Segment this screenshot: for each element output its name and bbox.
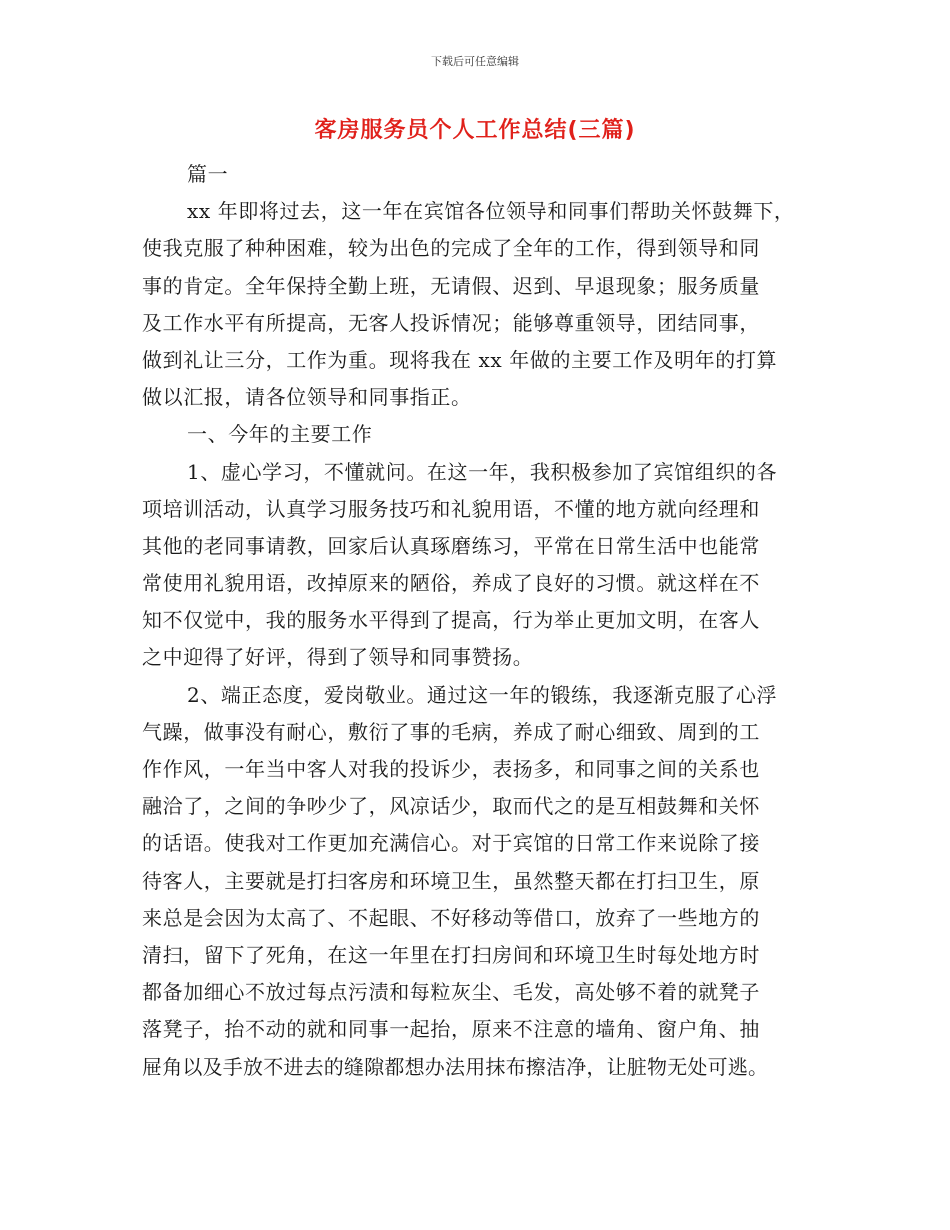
document-body bbox=[142, 156, 812, 1086]
text-line: 之中迎得了好评，得到了领导和同事赞扬。 bbox=[142, 645, 534, 670]
text-line: 气躁，做事没有耐心，敷衍了事的毛病，养成了耐心细致、周到的工 bbox=[142, 719, 760, 744]
text-line: 其他的老同事请教，回家后认真琢磨练习，平常在日常生活中也能常 bbox=[142, 533, 760, 558]
text-line: 待客人，主要就是打扫客房和环境卫生，虽然整天都在打扫卫生，原 bbox=[142, 868, 760, 893]
text-line: 落凳子，抬不动的就和同事一起抬，原来不注意的墙角、窗户角、抽 bbox=[142, 1017, 760, 1042]
text-line: 的话语。使我对工作更加充满信心。对于宾馆的日常工作来说除了接 bbox=[142, 831, 760, 856]
text-line: 清扫，留下了死角，在这一年里在打扫房间和环境卫生时每处地方时 bbox=[142, 942, 760, 967]
text-line: xx 年即将过去，这一年在宾馆各位领导和同事们帮助关怀鼓舞下， bbox=[187, 199, 795, 224]
text-line: 及工作水平有所提高，无客人投诉情况；能够尊重领导，团结同事， bbox=[142, 310, 760, 335]
document-title: 客房服务员个人工作总结(三篇) bbox=[314, 118, 636, 143]
text-line: 做以汇报，请各位领导和同事指正。 bbox=[142, 385, 472, 410]
text-line: 一、今年的主要工作 bbox=[187, 422, 373, 447]
text-line: 来总是会因为太高了、不起眼、不好移动等借口，放弃了一些地方的 bbox=[142, 905, 760, 930]
text-line: 2、端正态度，爱岗敬业。通过这一年的锻练，我逐渐克服了心浮 bbox=[187, 682, 778, 707]
text-line: 1、虚心学习，不懂就问。在这一年，我积极参加了宾馆组织的各 bbox=[187, 459, 778, 484]
text-line: 都备加细心不放过每点污渍和每粒灰尘、毛发，高处够不着的就凳子 bbox=[142, 980, 760, 1005]
text-line: 项培训活动，认真学习服务技巧和礼貌用语，不懂的地方就向经理和 bbox=[142, 496, 760, 521]
text-line: 融洽了，之间的争吵少了，风凉话少，取而代之的是互相鼓舞和关怀 bbox=[142, 794, 760, 819]
text-line: 作作风，一年当中客人对我的投诉少，表扬多，和同事之间的关系也 bbox=[142, 757, 760, 781]
text-line: 知不仅觉中，我的服务水平得到了提高，行为举止更加文明，在客人 bbox=[142, 608, 760, 633]
text-line: 事的肯定。全年保持全勤上班，无请假、迟到、早退现象；服务质量 bbox=[142, 273, 760, 298]
text-line: 使我克服了种种困难，较为出色的完成了全年的工作，得到领导和同 bbox=[142, 236, 760, 261]
text-line: 做到礼让三分，工作为重。现将我在 xx 年做的主要工作及明年的打算 bbox=[142, 347, 778, 372]
page-header: 下载后可任意编辑 bbox=[431, 55, 519, 68]
text-line: 屉角以及手放不进去的缝隙都想办法用抹布擦洁净，让脏物无处可逃。 bbox=[142, 1054, 769, 1079]
text-line: 常使用礼貌用语，改掉原来的陋俗，养成了良好的习惯。就这样在不 bbox=[142, 571, 760, 596]
text-line: 篇一 bbox=[187, 162, 229, 186]
